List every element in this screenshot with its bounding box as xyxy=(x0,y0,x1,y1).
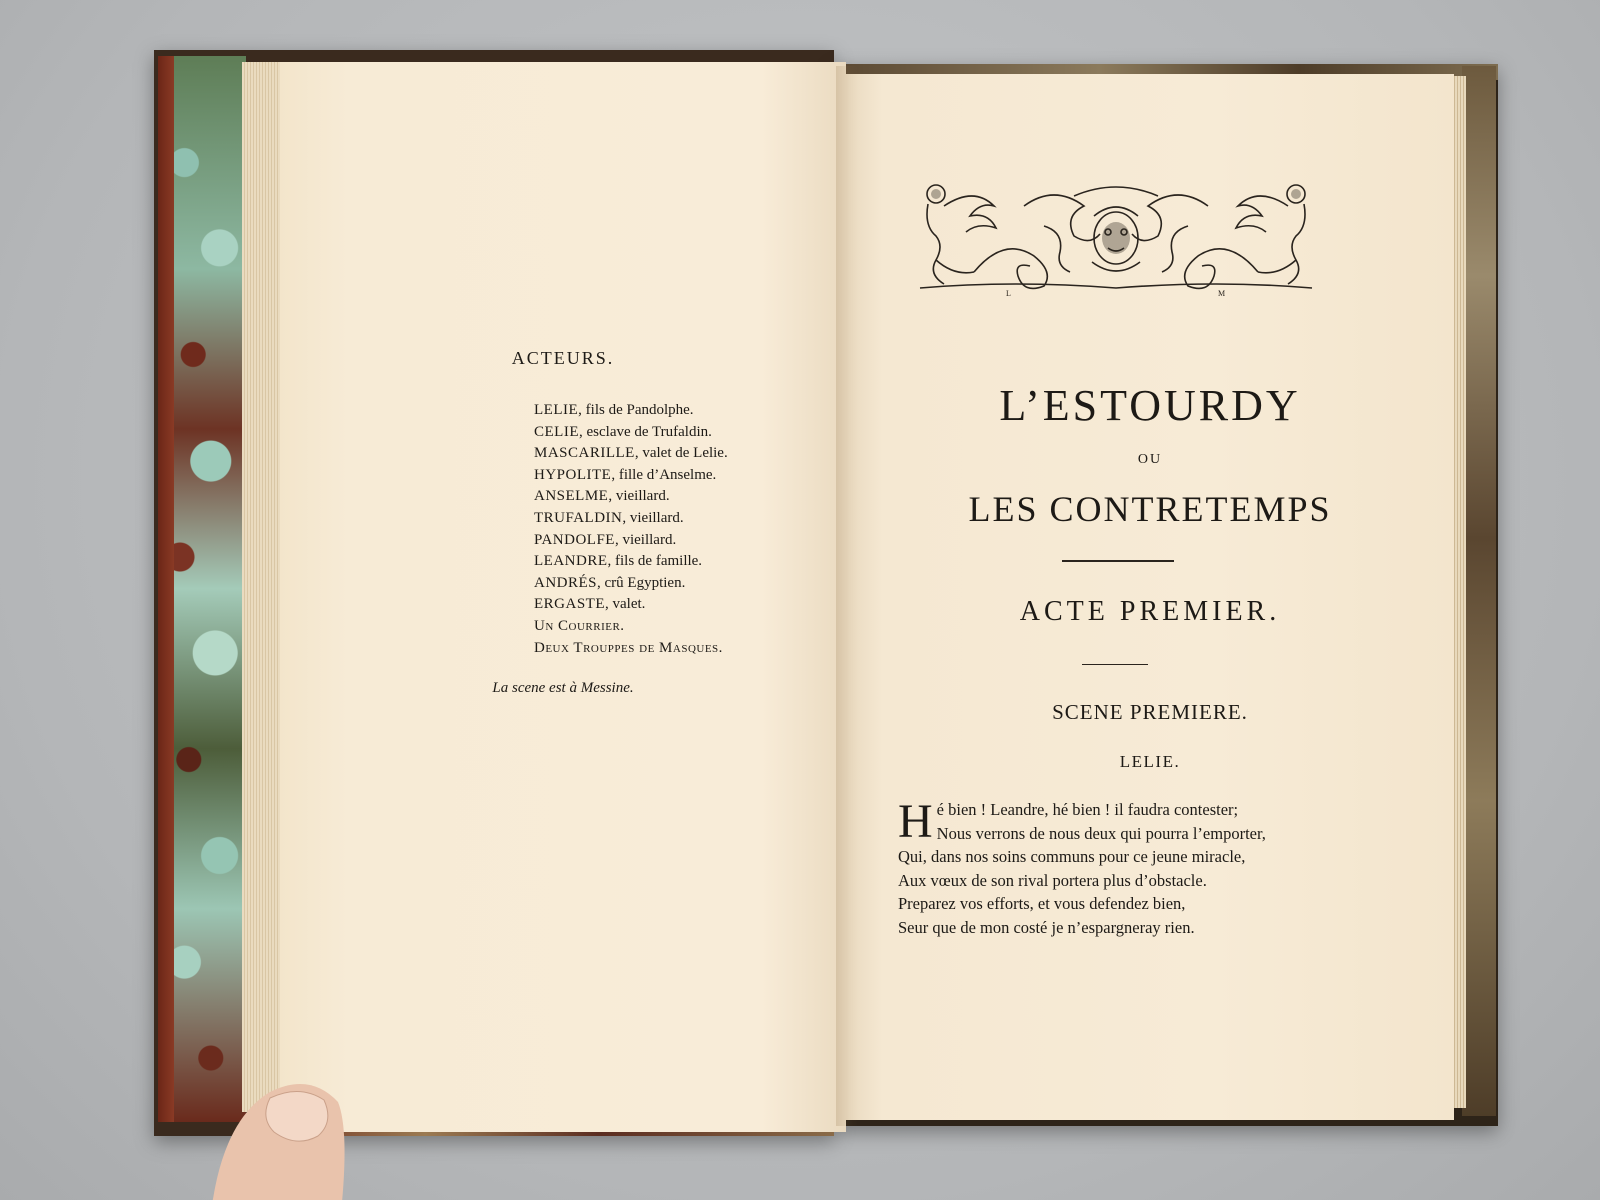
cast-role: , fille d’Anselme. xyxy=(611,466,717,483)
cast-entry xyxy=(534,616,728,638)
ornament-initial-left: L xyxy=(1006,289,1011,298)
cast-name: CELIE xyxy=(534,423,579,440)
cast-name: LEANDRE xyxy=(534,553,608,570)
cast-role: , vieillard. xyxy=(614,531,677,548)
play-subtitle: LES CONTRETEMPS xyxy=(968,489,1332,529)
cast-entry xyxy=(534,465,728,487)
cast-entry xyxy=(534,530,728,552)
cast-heading: ACTEURS. xyxy=(511,348,615,368)
cast-entry xyxy=(534,422,728,444)
cast-role: , fils de Pandolphe. xyxy=(578,402,694,418)
cast-name: LELIE xyxy=(534,402,579,418)
cast-role: , crû Egyptien. xyxy=(597,574,686,591)
cast-role: , esclave de Trufaldin. xyxy=(579,423,712,440)
act-heading: ACTE PREMIER. xyxy=(1019,596,1281,627)
cast-name: Deux Trouppes de Masques. xyxy=(534,639,723,656)
play-title: L’ESTOURDY xyxy=(999,381,1301,430)
cast-name: MASCARILLE xyxy=(534,445,635,462)
title-conjunction: OU xyxy=(1137,452,1163,467)
cast-entry xyxy=(534,551,728,573)
title-rule xyxy=(1062,560,1174,562)
cast-name: ANSELME xyxy=(534,488,609,505)
verse-line: Preparez vos efforts, et vous defendez bien, xyxy=(898,894,1186,914)
drop-cap: H xyxy=(898,795,933,848)
marbled-edge-right xyxy=(1462,66,1496,1116)
cast-entry xyxy=(534,486,728,508)
ornament-initial-right: M xyxy=(1218,289,1226,298)
cast-name: TRUFALDIN xyxy=(534,509,623,526)
grotesque-headpiece xyxy=(914,176,1318,298)
cast-list xyxy=(534,400,728,659)
verse-block xyxy=(898,795,1358,940)
page-stack-left xyxy=(242,62,284,1112)
speaker-name: LELIE. xyxy=(1119,752,1181,771)
marbled-endpaper xyxy=(158,56,246,1122)
verse-line: Aux vœux de son rival portera plus d’obstacle. xyxy=(898,870,1207,890)
cast-name: Un Courrier. xyxy=(534,617,625,634)
cast-role: , vieillard. xyxy=(608,488,670,505)
cast-name: PANDOLFE xyxy=(534,531,615,548)
page-stack-right xyxy=(1452,76,1466,1108)
thumb-photo xyxy=(200,1062,350,1200)
cast-name: ERGASTE xyxy=(534,596,605,613)
cast-entry xyxy=(534,443,728,465)
cast-name: HYPOLITE xyxy=(534,466,612,483)
verse-line: Qui, dans nos soins communs pour ce jeune miracle, xyxy=(898,847,1246,867)
cast-role: , vieillard. xyxy=(622,509,684,526)
cast-role: , valet. xyxy=(605,596,646,613)
cast-role: , fils de famille. xyxy=(607,553,703,570)
cast-entry xyxy=(534,594,728,616)
scene-heading: SCENE PREMIERE. xyxy=(1052,700,1248,724)
scene-location: La scene est à Messine. xyxy=(492,680,634,696)
cast-name: ANDRÉS xyxy=(534,574,598,591)
act-rule xyxy=(1082,664,1148,665)
verse-line: é bien ! Leandre, hé bien ! il faudra contester; xyxy=(936,800,1239,819)
cast-entry xyxy=(534,508,728,530)
cast-role: , valet de Lelie. xyxy=(634,445,728,462)
verse-line: Seur que de mon costé je n’espargneray rien. xyxy=(898,917,1195,937)
verse-line: Nous verrons de nous deux qui pourra l’emporter, xyxy=(936,823,1266,843)
cast-entry xyxy=(534,638,728,660)
cast-entry xyxy=(534,573,728,595)
cast-entry xyxy=(534,400,728,422)
